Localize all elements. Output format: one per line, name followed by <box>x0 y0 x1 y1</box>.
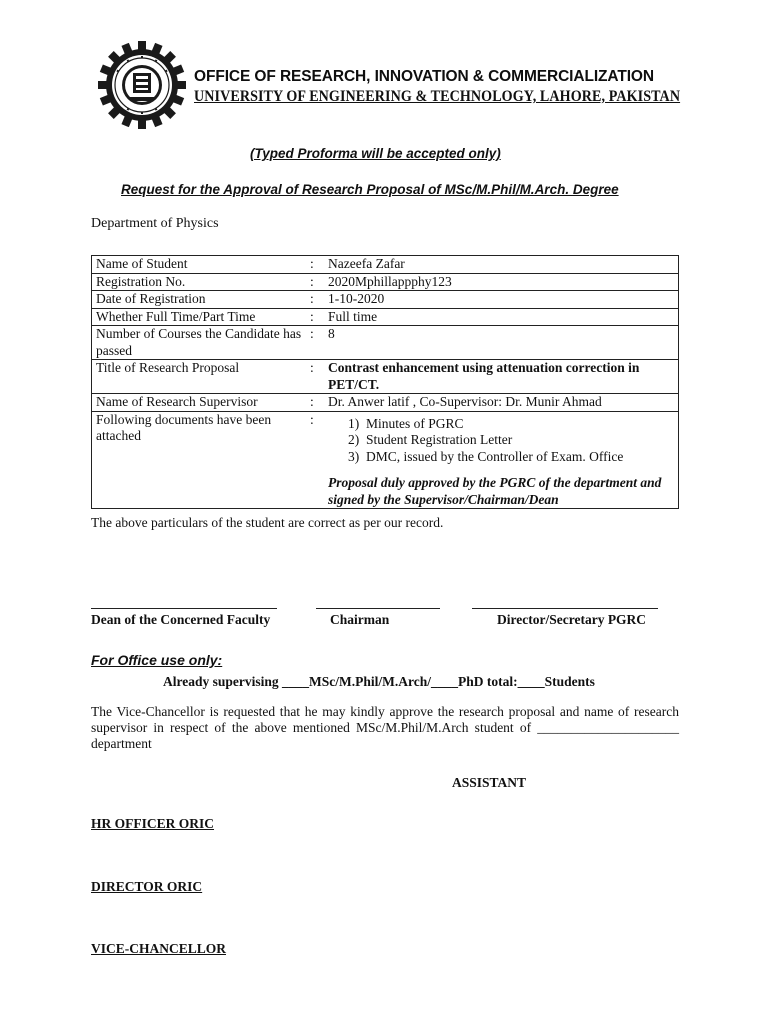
row-colon: : <box>306 411 322 509</box>
table-row <box>92 308 679 326</box>
vice-chancellor-label: VICE-CHANCELLOR <box>91 941 227 956</box>
row-label: Whether Full Time/Part Time <box>92 308 307 326</box>
list-item: 2) Student Registration Letter <box>348 432 513 447</box>
director-oric-label: DIRECTOR ORIC <box>91 879 203 894</box>
table-row <box>92 360 679 394</box>
student-info-table <box>91 255 679 509</box>
signature-line-dean <box>91 608 277 609</box>
row-value: 2020Mphillappphy123 <box>322 273 679 291</box>
department-name: Department of Physics <box>91 216 219 231</box>
row-colon: : <box>306 326 322 360</box>
documents-list <box>328 416 674 466</box>
list-item: 3) DMC, issued by the Controller of Exam. Office <box>348 448 624 464</box>
row-value: 1-10-2020 <box>322 291 679 309</box>
row-colon: : <box>306 273 322 291</box>
already-supervising-line: Already supervising ____MSc/M.Phil/M.Arch/____PhD total:____Students <box>163 674 595 689</box>
row-label: Name of Student <box>92 256 307 274</box>
row-value: Nazeefa Zafar <box>322 256 679 274</box>
signature-label-chairman: Chairman <box>330 612 390 627</box>
row-value: Dr. Anwer latif , Co-Supervisor: Dr. Munir Ahmad <box>322 394 679 412</box>
row-label: Following documents have been attached <box>92 411 307 509</box>
table-row <box>92 326 679 360</box>
attached-documents-cell <box>322 411 679 509</box>
office-title: OFFICE OF RESEARCH, INNOVATION & COMMERCIALIZATION <box>194 68 654 85</box>
assistant-label: ASSISTANT <box>452 775 527 790</box>
signature-label-dean: Dean of the Concerned Faculty <box>91 612 271 627</box>
row-colon: : <box>306 360 322 394</box>
vice-chancellor-request-text: The Vice-Chancellor is requested that he may kindly approve the research proposal and name of research supervisor in respect of the above mentioned MSc/M.Phil/M.Arch student of _____________________ department <box>91 704 679 751</box>
row-label: Number of Courses the Candidate has passed <box>92 326 307 360</box>
row-value: Full time <box>322 308 679 326</box>
row-label: Name of Research Supervisor <box>92 394 307 412</box>
uet-lahore-gear-seal-icon <box>94 40 190 130</box>
university-title: UNIVERSITY OF ENGINEERING & TECHNOLOGY, LAHORE, PAKISTAN <box>194 88 681 105</box>
typed-proforma-note: (Typed Proforma will be accepted only) <box>250 146 501 161</box>
row-value: 8 <box>322 326 679 360</box>
signature-line-chairman <box>316 608 440 609</box>
table-row <box>92 394 679 412</box>
pgrc-approval-note: Proposal duly approved by the PGRC of the department and signed by the Supervisor/Chairman/Dean <box>328 475 662 507</box>
record-confirmation-text: The above particulars of the student are correct as per our record. <box>91 515 444 530</box>
signature-label-director: Director/Secretary PGRC <box>497 612 647 627</box>
table-row <box>92 256 679 274</box>
table-row <box>92 291 679 309</box>
row-colon: : <box>306 256 322 274</box>
research-title-value: Contrast enhancement using attenuation correction in PET/CT. <box>322 360 679 394</box>
row-colon: : <box>306 308 322 326</box>
row-label: Registration No. <box>92 273 307 291</box>
table-row <box>92 411 679 509</box>
list-item: 1) Minutes of PGRC <box>348 415 464 431</box>
table-row <box>92 273 679 291</box>
office-use-heading: For Office use only: <box>91 652 223 668</box>
request-title: Request for the Approval of Research Proposal of MSc/M.Phil/M.Arch. Degree <box>121 182 619 197</box>
hr-officer-label: HR OFFICER ORIC <box>91 816 215 831</box>
row-colon: : <box>306 291 322 309</box>
row-colon: : <box>306 394 322 412</box>
row-label: Date of Registration <box>92 291 307 309</box>
row-label: Title of Research Proposal <box>92 360 307 394</box>
signature-line-director <box>472 608 658 609</box>
